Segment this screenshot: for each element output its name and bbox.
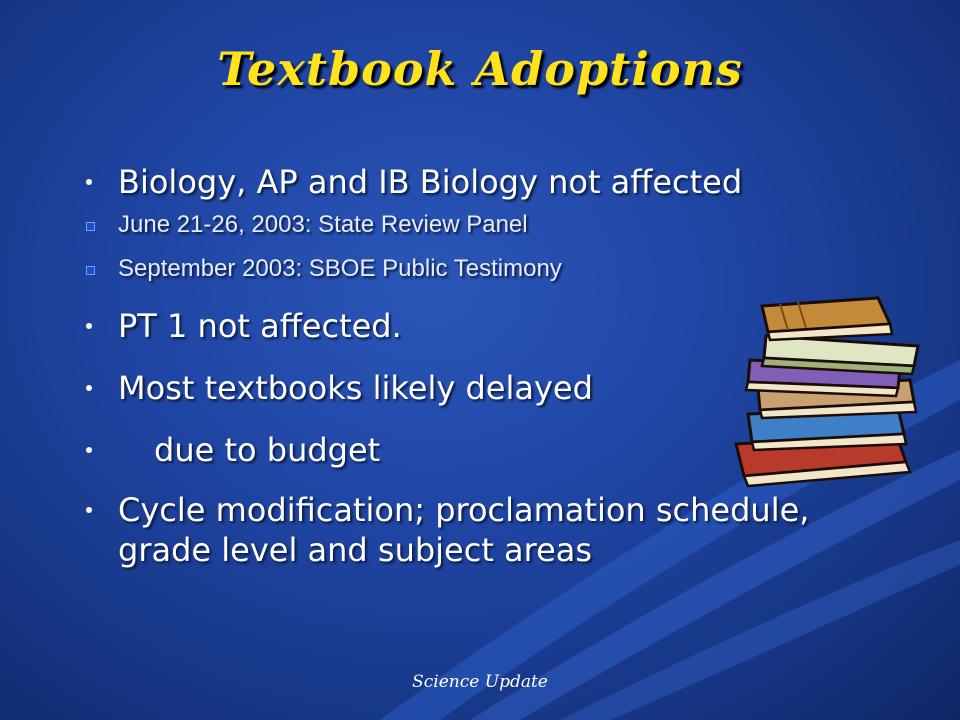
bullet-dot-icon	[86, 447, 92, 453]
sub-bullet-text: September 2003: SBOE Public Testimony	[118, 255, 562, 282]
sub-bullet-item	[78, 254, 898, 284]
bullet-text: PT 1 not affected.	[118, 307, 402, 345]
bullet-dot-icon	[86, 323, 92, 329]
square-bullet-icon	[86, 222, 95, 231]
bullet-dot-icon	[86, 507, 92, 513]
bullet-item	[78, 490, 898, 570]
square-bullet-icon	[86, 266, 95, 275]
bullet-item	[78, 162, 898, 202]
slide-title: Textbook Adoptions	[217, 42, 743, 96]
bullet-text: Biology, AP and IB Biology not affected	[118, 163, 743, 201]
slide-footer: Science Update	[412, 672, 548, 692]
bullet-dot-icon	[86, 385, 92, 391]
book-stack-icon	[728, 284, 938, 494]
bullet-text: due to budget	[154, 431, 381, 469]
bullet-text: Cycle modification; proclamation schedule, grade level and subject areas	[118, 491, 810, 569]
sub-bullet-text: June 21-26, 2003: State Review Panel	[118, 211, 528, 238]
sub-bullet-item	[78, 210, 898, 240]
bullet-text: Most textbooks likely delayed	[118, 369, 593, 407]
bullet-dot-icon	[86, 179, 92, 185]
